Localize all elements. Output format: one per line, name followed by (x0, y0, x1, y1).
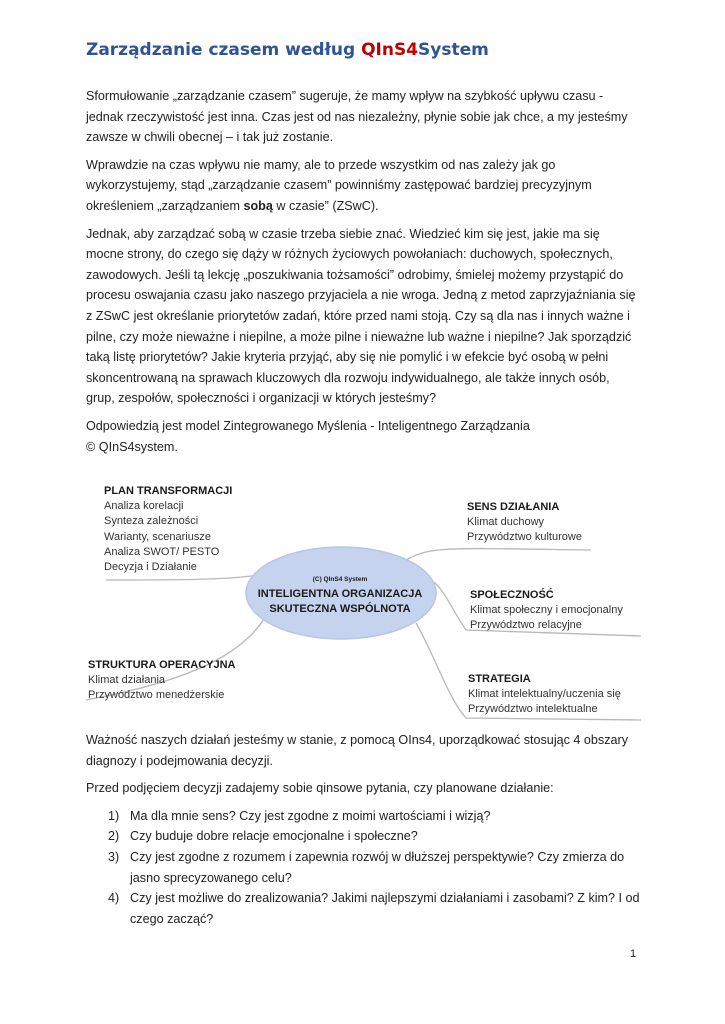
question-text: Czy buduje dobre relacje emocjonalne i społeczne? (130, 829, 418, 844)
question-text: Czy jest możliwe do zrealizowania? Jakimi najlepszymi działaniami i zasobami? Z kim? I od czego zacząć? (130, 891, 640, 926)
center-node-text (252, 572, 428, 617)
question-number: 4) (108, 891, 120, 906)
question-item (86, 888, 646, 929)
node-strategia (468, 672, 621, 718)
intro-paragraph-2-bold: sobą (243, 198, 273, 213)
lower-paragraph-1: Ważność naszych działań jesteśmy w stanie, z pomocą OIns4, uporządkować stosując 4 obszary diagnozy i podejmowania decyzji. (86, 733, 629, 768)
questions-list (86, 806, 646, 930)
center-node-line-2: SKUTECZNA WSPÓLNOTA (269, 603, 411, 616)
intro-paragraph-4-line-1: Odpowiedzią jest model Zintegrowanego Myślenia - Inteligentnego Zarządzania (86, 418, 530, 433)
node-sens-item: Klimat duchowy (467, 516, 545, 529)
title-brand-qins4: QInS4 (361, 40, 419, 60)
node-struktura-title: STRUKTURA OPERACYJNA (88, 659, 236, 671)
title-brand-system: System (418, 40, 489, 60)
node-spolecznosc-title: SPOŁECZNOŚĆ (470, 589, 554, 601)
question-number: 1) (108, 808, 120, 823)
page-number: 1 (630, 948, 637, 960)
node-strategia-item: Klimat intelektualny/uczenia się (468, 688, 621, 701)
node-plan-item: Synteza zależności (104, 515, 199, 528)
node-spolecznosc (470, 588, 623, 634)
center-node-copyright: (C) QInS4 System (312, 576, 368, 583)
intro-paragraph-4 (86, 416, 641, 457)
node-spolecznosc-item: Przywództwo relacyjne (470, 619, 582, 632)
question-item (86, 826, 646, 847)
node-plan-item: Analiza korelacji (104, 500, 184, 513)
intro-paragraph-2-part-b: w czasie” (ZSwC). (272, 198, 379, 213)
lower-section (86, 730, 646, 929)
question-item (86, 806, 646, 827)
node-plan-transformacji (104, 484, 232, 575)
question-number: 3) (108, 849, 120, 864)
connector-sens (406, 549, 591, 560)
node-struktura-item: Przywództwo menedżerskie (88, 689, 225, 702)
question-text: Czy jest zgodne z rozumem i zapewnia rozwój w dłuższej perspektywie? Czy zmierza do jasno sprecyzowanego celu? (130, 849, 625, 885)
question-item (86, 847, 646, 888)
node-sens-dzialania (467, 500, 582, 546)
node-spolecznosc-item: Klimat społeczny i emocjonalny (470, 604, 623, 617)
node-plan-item: Analiza SWOT/ PESTO (104, 545, 220, 558)
node-struktura-operacyjna (88, 658, 236, 704)
node-sens-item: Przywództwo kulturowe (467, 531, 582, 544)
intro-paragraph-2-part-a: Wprawdzie na czas wpływu nie mamy, ale to przede wszystkim od nas zależy jak go wykorzystujemy, stąd „zarządzanie czasem” powinniśmy zastępować bardziej precyzyjnym określeniem „zarządzaniem (86, 157, 592, 213)
node-plan-title: PLAN TRANSFORMACJI (104, 485, 233, 497)
mind-map-diagram (86, 478, 646, 728)
node-plan-item: Warianty, scenariusze (104, 530, 211, 543)
node-plan-item: Decyzja i Działanie (104, 561, 197, 574)
center-node-line-1: INTELIGENTNA ORGANIZACJA (257, 588, 423, 601)
intro-section (86, 86, 641, 457)
page-title (86, 40, 489, 60)
intro-paragraph-1: Sformułowanie „zarządzanie czasem” sugeruje, że mamy wpływ na szybkość upływu czasu - jednak rzeczywistość jest inna. Czas jest od nas niezależny, płynie sobie jak chce, a my jesteśmy zawsze w chwili obecnej – i tak już zostanie. (86, 89, 628, 145)
intro-paragraph-2 (86, 155, 641, 217)
lower-paragraph-2: Przed podjęciem decyzji zadajemy sobie qinsowe pytania, czy planowane działanie: (86, 781, 554, 796)
node-strategia-item: Przywództwo intelektualne (468, 703, 598, 716)
question-text: Ma dla mnie sens? Czy jest zgodne z moimi wartościami i wizją? (130, 808, 491, 823)
question-number: 2) (108, 829, 120, 844)
node-sens-title: SENS DZIAŁANIA (467, 501, 560, 513)
intro-paragraph-3: Jednak, aby zarządzać sobą w czasie trzeba siebie znać. Wiedzieć kim się jest, jakie ma się mocne strony, do czego się dąży w różnych życiowych powołaniach: duchowych, społecznych, zawodowych. Jeśli tą lekcję „poszukiwania tożsamości” odrobimy, śmielej możemy przystąpić do procesu oswajania czasu jako naszego przyjaciela a nie wroga. Jedną z metod zaprzyjaźniania się z ZSwC jest określanie priorytetów zadań, które przed nami stoją. Czy są dla nas i innych ważne i pilne, czy może nieważne i niepilne, a może pilne i nieważne lub ważne i niepilne? Jak sporządzić taką listę priorytetów? Jakie kryteria przyjąć, aby się nie pomylić i w efekcie być osobą w pełni skoncentrowaną na sprawach kluczowych dla rozwoju indywidualnego, ale także innych osób, grup, zespołów, społeczności i organizacji w których jesteśmy? (86, 226, 636, 406)
title-text: Zarządzanie czasem według (86, 40, 362, 60)
intro-paragraph-4-line-2: © QInS4system. (86, 439, 178, 454)
node-strategia-title: STRATEGIA (468, 673, 531, 685)
node-struktura-item: Klimat działania (88, 674, 166, 687)
